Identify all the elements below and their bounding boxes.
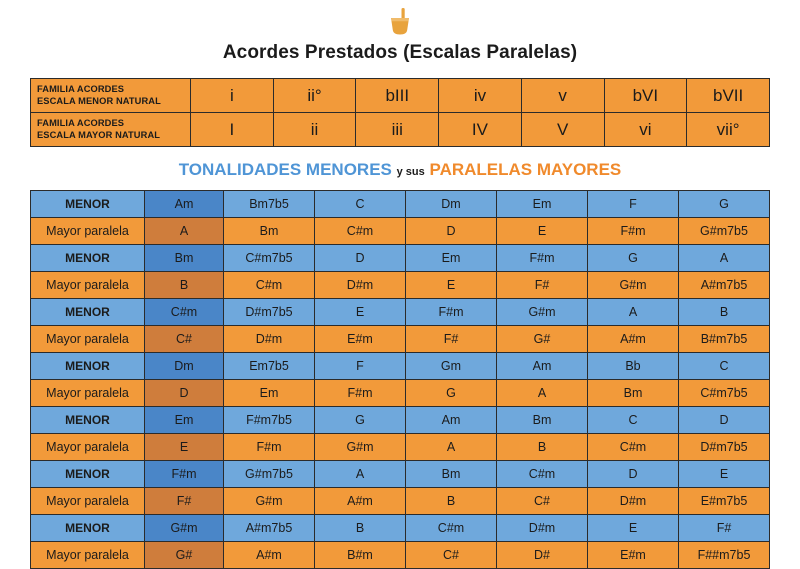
- root-chord-cell: G#m: [145, 515, 224, 542]
- chord-cell: G#m: [224, 488, 315, 515]
- chord-cell: F: [315, 353, 406, 380]
- root-chord-cell: Em: [145, 407, 224, 434]
- row-label-minor: MENOR: [31, 515, 145, 542]
- chord-cell: D#m: [588, 488, 679, 515]
- row-label-major: Mayor paralela: [31, 380, 145, 407]
- chord-cell: G: [406, 380, 497, 407]
- chord-cell: B#m7b5: [679, 326, 770, 353]
- chord-cell: E: [679, 461, 770, 488]
- chord-cell: B: [315, 515, 406, 542]
- family-chords-table: [30, 78, 770, 147]
- table-row: [31, 380, 770, 407]
- root-chord-cell: F#m: [145, 461, 224, 488]
- chord-cell: Am: [406, 407, 497, 434]
- degree-cell: vii°: [687, 113, 770, 147]
- table-row: [31, 79, 770, 113]
- chord-cell: B: [497, 434, 588, 461]
- root-chord-cell: D: [145, 380, 224, 407]
- chord-cell: F#m: [588, 218, 679, 245]
- chord-cell: C#m7b5: [224, 245, 315, 272]
- chord-cell: Em: [497, 191, 588, 218]
- chord-cell: A: [406, 434, 497, 461]
- table-row: [31, 299, 770, 326]
- chord-cell: F#m: [497, 245, 588, 272]
- chord-cell: C#: [406, 542, 497, 569]
- chord-cell: Bb: [588, 353, 679, 380]
- chord-cell: A: [315, 461, 406, 488]
- row-label-minor: MENOR: [31, 191, 145, 218]
- root-chord-cell: C#: [145, 326, 224, 353]
- family-major-row-header: [31, 113, 191, 147]
- chord-cell: G: [315, 407, 406, 434]
- root-chord-cell: Bm: [145, 245, 224, 272]
- chord-cell: C#m: [406, 515, 497, 542]
- chord-cell: D: [406, 218, 497, 245]
- root-chord-cell: B: [145, 272, 224, 299]
- chord-cell: Am: [497, 353, 588, 380]
- family-minor-header-line2: ESCALA MENOR NATURAL: [37, 95, 161, 106]
- degree-cell: IV: [439, 113, 522, 147]
- row-label-minor: MENOR: [31, 353, 145, 380]
- row-label-minor: MENOR: [31, 245, 145, 272]
- chord-cell: Bm: [224, 218, 315, 245]
- chord-cell: Em: [224, 380, 315, 407]
- table-row: [31, 515, 770, 542]
- chord-cell: C#m: [497, 461, 588, 488]
- chord-cell: E: [315, 299, 406, 326]
- table-row: [31, 245, 770, 272]
- chord-cell: D#m: [497, 515, 588, 542]
- parallel-keys-table: [30, 190, 770, 569]
- subtitle-part-connector: y sus: [396, 166, 425, 178]
- chord-cell: F#: [679, 515, 770, 542]
- chord-cell: E: [588, 515, 679, 542]
- degree-cell: I: [191, 113, 274, 147]
- chord-cell: C: [679, 353, 770, 380]
- row-label-major: Mayor paralela: [31, 434, 145, 461]
- chord-cell: Gm: [406, 353, 497, 380]
- root-chord-cell: C#m: [145, 299, 224, 326]
- chord-cell: B: [679, 299, 770, 326]
- chord-cell: E: [406, 272, 497, 299]
- chord-cell: G#m7b5: [679, 218, 770, 245]
- chord-cell: G#m: [497, 299, 588, 326]
- mate-gourd-icon: [387, 8, 413, 36]
- root-chord-cell: A: [145, 218, 224, 245]
- chord-cell: A#m: [588, 326, 679, 353]
- chord-cell: D#m: [315, 272, 406, 299]
- chord-cell: A#m: [315, 488, 406, 515]
- chord-cell: E#m7b5: [679, 488, 770, 515]
- chord-cell: F#: [406, 326, 497, 353]
- chord-cell: G#m: [315, 434, 406, 461]
- degree-cell: bVII: [687, 79, 770, 113]
- family-minor-header-line1: FAMILIA ACORDES: [37, 83, 125, 94]
- chord-cell: A: [679, 245, 770, 272]
- family-minor-row-header: [31, 79, 191, 113]
- table-row: [31, 542, 770, 569]
- chord-cell: F#: [497, 272, 588, 299]
- degree-cell: bVI: [604, 79, 687, 113]
- chord-cell: F##m7b5: [679, 542, 770, 569]
- chord-cell: G: [588, 245, 679, 272]
- degree-cell: V: [521, 113, 604, 147]
- family-major-header-line1: FAMILIA ACORDES: [37, 117, 125, 128]
- degree-cell: iv: [439, 79, 522, 113]
- chord-cell: D#: [497, 542, 588, 569]
- chord-cell: C#m: [315, 218, 406, 245]
- chord-cell: G#m7b5: [224, 461, 315, 488]
- chord-cell: E#m: [588, 542, 679, 569]
- row-label-major: Mayor paralela: [31, 218, 145, 245]
- chord-cell: Bm7b5: [224, 191, 315, 218]
- chord-cell: G#: [497, 326, 588, 353]
- degree-cell: bIII: [356, 79, 439, 113]
- row-label-major: Mayor paralela: [31, 272, 145, 299]
- chord-cell: C#: [497, 488, 588, 515]
- chord-cell: A: [588, 299, 679, 326]
- chord-cell: C#m: [224, 272, 315, 299]
- chord-cell: F#m: [224, 434, 315, 461]
- family-major-header-line2: ESCALA MAYOR NATURAL: [37, 129, 161, 140]
- chord-cell: Bm: [497, 407, 588, 434]
- chord-cell: C: [588, 407, 679, 434]
- chord-cell: D#m: [224, 326, 315, 353]
- root-chord-cell: Am: [145, 191, 224, 218]
- chord-cell: C#m7b5: [679, 380, 770, 407]
- subtitle-part-minor: TONALIDADES MENORES: [178, 160, 392, 179]
- chord-cell: Bm: [406, 461, 497, 488]
- row-label-minor: MENOR: [31, 461, 145, 488]
- chord-cell: E: [497, 218, 588, 245]
- degree-cell: iii: [356, 113, 439, 147]
- chord-cell: F: [588, 191, 679, 218]
- chord-cell: C: [315, 191, 406, 218]
- chord-cell: Dm: [406, 191, 497, 218]
- root-chord-cell: E: [145, 434, 224, 461]
- table-row: [31, 461, 770, 488]
- section-subtitle: [0, 160, 800, 180]
- chord-cell: A: [497, 380, 588, 407]
- chord-cell: D: [588, 461, 679, 488]
- row-label-major: Mayor paralela: [31, 326, 145, 353]
- row-label-minor: MENOR: [31, 407, 145, 434]
- table-row: [31, 434, 770, 461]
- chord-cell: D#m7b5: [679, 434, 770, 461]
- chord-cell: Em7b5: [224, 353, 315, 380]
- chord-cell: C#m: [588, 434, 679, 461]
- chord-cell: D: [679, 407, 770, 434]
- degree-cell: ii: [273, 113, 356, 147]
- root-chord-cell: Dm: [145, 353, 224, 380]
- logo: [0, 0, 800, 34]
- chord-cell: Em: [406, 245, 497, 272]
- chord-cell: A#m7b5: [224, 515, 315, 542]
- root-chord-cell: G#: [145, 542, 224, 569]
- row-label-minor: MENOR: [31, 299, 145, 326]
- table-row: [31, 272, 770, 299]
- degree-cell: vi: [604, 113, 687, 147]
- degree-cell: i: [191, 79, 274, 113]
- chord-cell: Bm: [588, 380, 679, 407]
- chord-cell: G: [679, 191, 770, 218]
- table-row: [31, 407, 770, 434]
- chord-cell: A#m7b5: [679, 272, 770, 299]
- table-row: [31, 353, 770, 380]
- table-row: [31, 488, 770, 515]
- degree-cell: ii°: [273, 79, 356, 113]
- table-row: [31, 326, 770, 353]
- chord-cell: E#m: [315, 326, 406, 353]
- chord-cell: A#m: [224, 542, 315, 569]
- chord-cell: B: [406, 488, 497, 515]
- table-row: [31, 218, 770, 245]
- table-row: [31, 113, 770, 147]
- page-title: Acordes Prestados (Escalas Paralelas): [222, 42, 578, 63]
- root-chord-cell: F#: [145, 488, 224, 515]
- chord-cell: D#m7b5: [224, 299, 315, 326]
- table-row: [31, 191, 770, 218]
- subtitle-part-major: PARALELAS MAYORES: [429, 160, 622, 179]
- chord-cell: F#m: [406, 299, 497, 326]
- chord-cell: F#m: [315, 380, 406, 407]
- row-label-major: Mayor paralela: [31, 542, 145, 569]
- chord-cell: D: [315, 245, 406, 272]
- row-label-major: Mayor paralela: [31, 488, 145, 515]
- chord-cell: G#m: [588, 272, 679, 299]
- chord-cell: F#m7b5: [224, 407, 315, 434]
- chord-cell: B#m: [315, 542, 406, 569]
- degree-cell: v: [521, 79, 604, 113]
